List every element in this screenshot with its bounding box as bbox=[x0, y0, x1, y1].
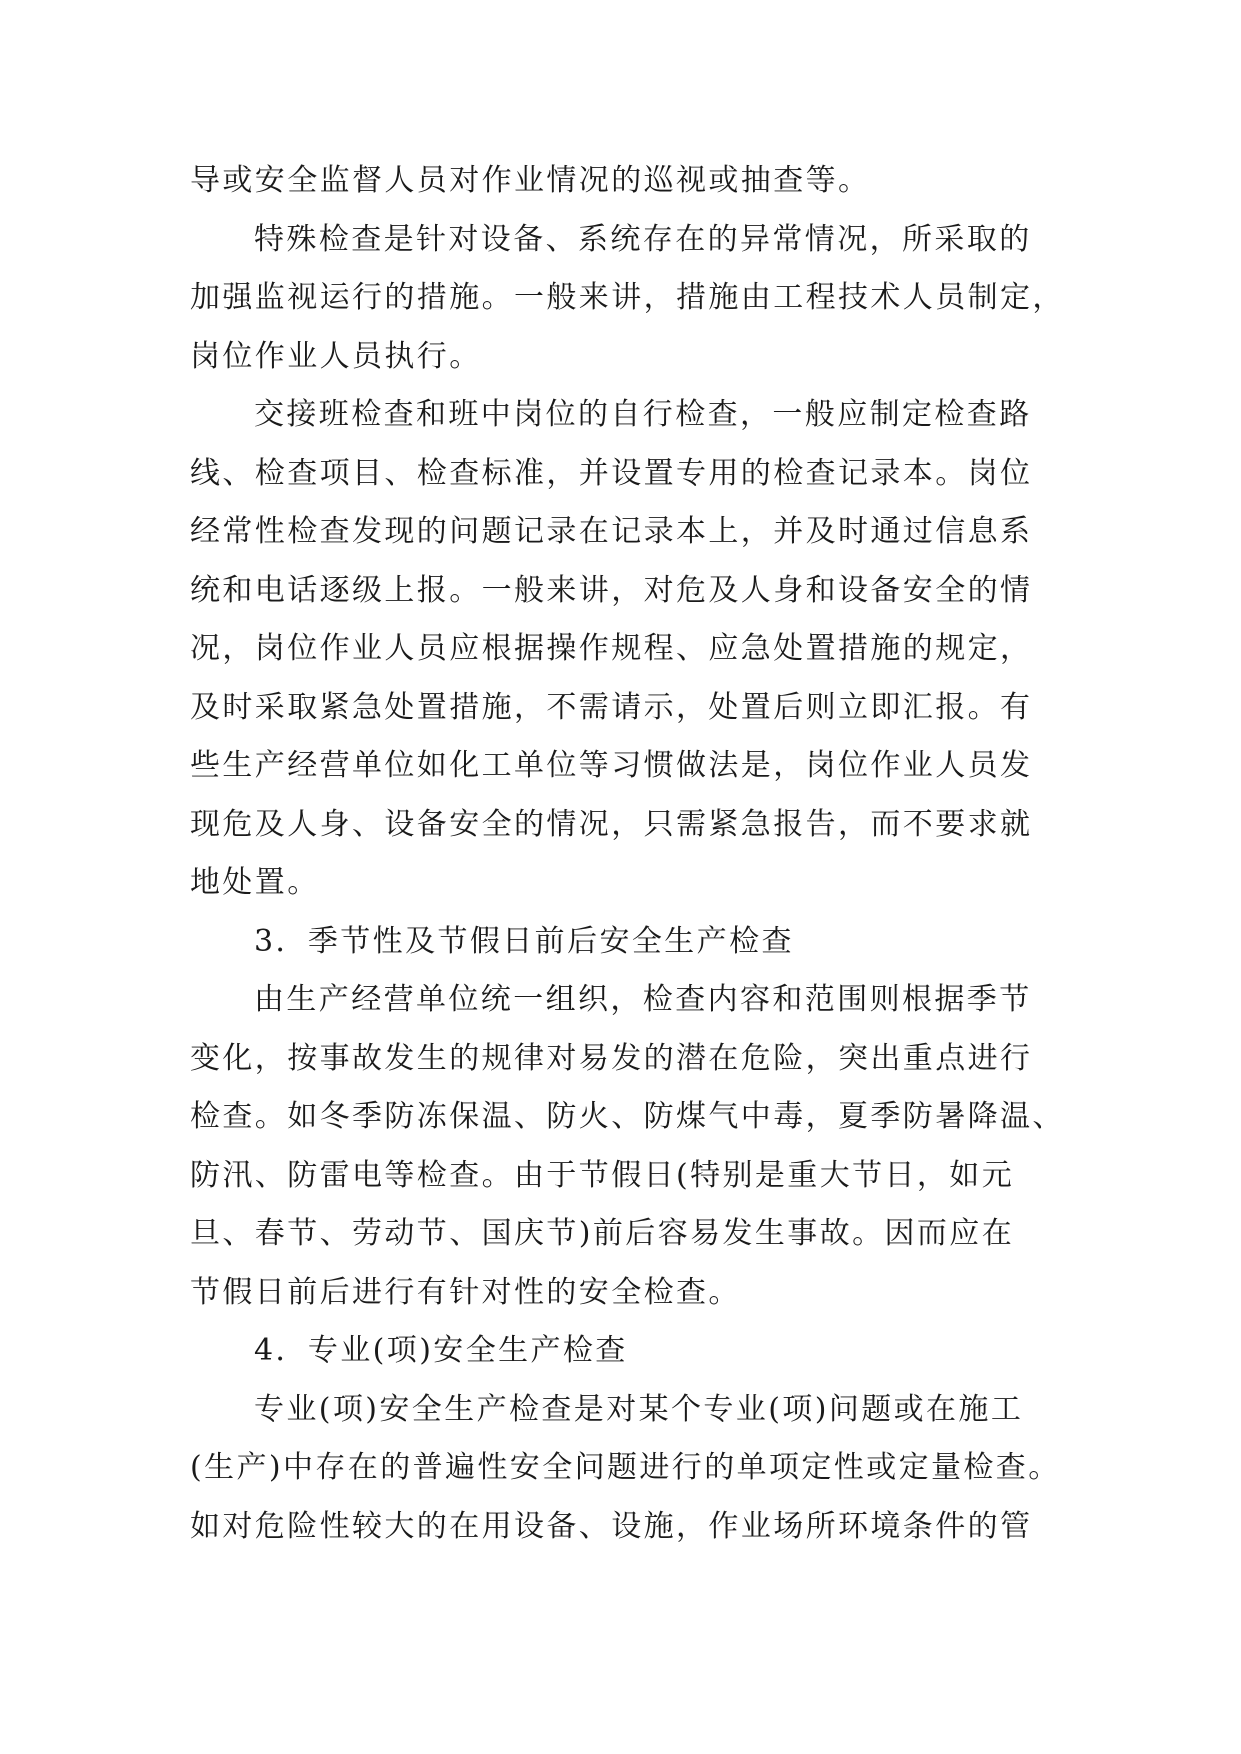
text-line: 检查。如冬季防冻保温、防火、防煤气中毒，夏季防暑降温、 bbox=[190, 1099, 1065, 1134]
text-line: 特殊检查是针对设备、系统存在的异常情况，所采取的 bbox=[254, 221, 1032, 257]
text-line: 节假日前后进行有针对性的安全检查。 bbox=[190, 1274, 741, 1310]
text-line: 防汛、防雷电等检查。由于节假日(特别是重大节日，如元 bbox=[190, 1157, 1015, 1193]
text-line: 变化，按事故发生的规律对易发的潜在危险，突出重点进行 bbox=[190, 1040, 1033, 1076]
text-line: 导或安全监督人员对作业情况的巡视或抽查等。 bbox=[190, 163, 871, 198]
text-line: 经常性检查发现的问题记录在记录本上，并及时通过信息系 bbox=[190, 514, 1033, 549]
text-line: 地处置。 bbox=[190, 865, 320, 900]
text-line: 加强监视运行的措施。一般来讲，措施由工程技术人员制定， bbox=[190, 280, 1065, 315]
text-line: 岗位作业人员执行。 bbox=[190, 338, 482, 374]
text-line: 现危及人身、设备安全的情况，只需紧急报告，而不要求就 bbox=[190, 806, 1033, 842]
text-line: 统和电话逐级上报。一般来讲，对危及人身和设备安全的情 bbox=[190, 572, 1033, 608]
body-text bbox=[190, 152, 1070, 1556]
text-line: (生产)中存在的普遍性安全问题进行的单项定性或定量检查。 bbox=[190, 1450, 1061, 1485]
text-line: 线、检查项目、检查标准，并设置专用的检查记录本。岗位 bbox=[190, 455, 1033, 491]
text-line: 及时采取紧急处置措施，不需请示，处置后则立即汇报。有 bbox=[190, 689, 1033, 725]
text-line: 交接班检查和班中岗位的自行检查，一般应制定检查路 bbox=[254, 397, 1032, 432]
text-line: 些生产经营单位如化工单位等习惯做法是，岗位作业人员发 bbox=[190, 748, 1033, 783]
text-line: 如对危险性较大的在用设备、设施，作业场所环境条件的管 bbox=[190, 1508, 1033, 1544]
text-line: 由生产经营单位统一组织，检查内容和范围则根据季节 bbox=[254, 982, 1032, 1017]
text-line: 4．专业(项)安全生产检查 bbox=[254, 1333, 628, 1368]
text-line: 况，岗位作业人员应根据操作规程、应急处置措施的规定， bbox=[190, 631, 1033, 666]
text-line: 旦、春节、劳动节、国庆节)前后容易发生事故。因而应在 bbox=[190, 1216, 1015, 1251]
text-line: 3．季节性及节假日前后安全生产检查 bbox=[254, 923, 794, 959]
text-line: 专业(项)安全生产检查是对某个专业(项)问题或在施工 bbox=[254, 1391, 1024, 1427]
